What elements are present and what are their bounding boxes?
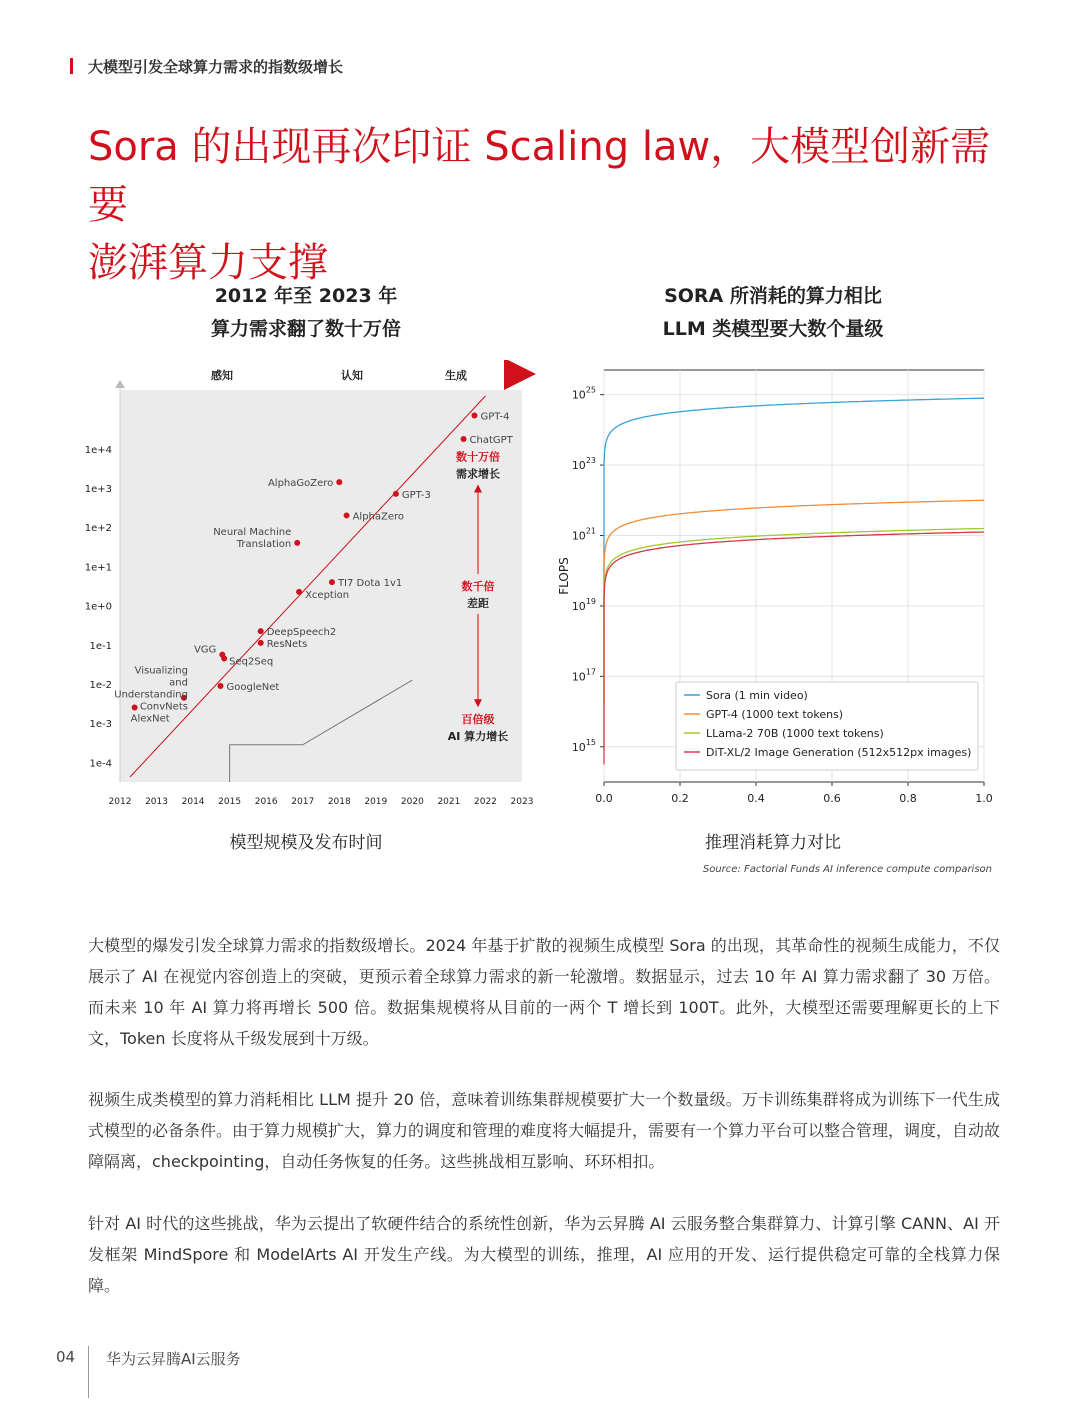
x-tick-label: 2022	[474, 797, 497, 807]
point-label: TI7 Dota 1v1	[337, 578, 403, 590]
point-label: Visualizing and Understanding ConvNets	[114, 665, 188, 713]
data-point	[336, 479, 342, 485]
data-point	[296, 589, 302, 595]
point-label: AlphaZero	[352, 511, 405, 523]
y-tick-label: 1e+0	[84, 601, 112, 613]
line-plot-area	[557, 370, 993, 805]
x-tick-label: 2018	[327, 797, 351, 807]
y-tick-label: 1e+1	[84, 562, 112, 574]
section-header: 大模型引发全球算力需求的指数级增长	[88, 58, 344, 76]
y-tick-label: 1e-1	[89, 640, 112, 652]
y-tick-label: 1e-3	[89, 719, 112, 731]
x-tick-label: 2021	[437, 797, 461, 807]
legend-label: GPT-4 (1000 text tokens)	[706, 708, 844, 721]
data-point	[294, 540, 300, 546]
y-tick-label: $10^{21}$	[571, 526, 596, 543]
point-label: ResNets	[266, 638, 308, 650]
phase-label: 生成	[445, 369, 467, 382]
right-chart-caption: 推理消耗算力对比	[705, 833, 841, 853]
data-point	[258, 628, 264, 634]
page-title-line1: Sora 的出现再次印证 Scaling law，大模型创新需要	[88, 124, 991, 228]
phase-label: 感知	[211, 369, 233, 382]
data-point	[344, 512, 350, 518]
body-paragraph-3: 针对 AI 时代的这些挑战，华为云提出了软硬件结合的系统性创新，华为云昇腾 AI 云服务整合集群算力、计算引擎 CANN、AI 开发框架 MindSpore 和 ModelArts AI 开发生产线。为大模型的训练，推理，AI 应用的开发、运行提供稳定可靠的全栈算力保障。	[88, 1214, 1000, 1295]
left-chart-title-line2: 算力需求翻了数十万倍	[210, 318, 401, 340]
x-tick-label: 2013	[145, 797, 168, 807]
phase-label: 认知	[341, 369, 363, 382]
point-label: GoogleNet	[226, 681, 280, 693]
y-tick-label: $10^{25}$	[571, 385, 596, 402]
chart-source-note: Source: Factorial Funds AI inference compute comparison	[702, 864, 992, 875]
point-label: DeepSpeech2	[266, 627, 337, 639]
x-tick-label: 2020	[400, 797, 424, 807]
annotation-label: AI 算力增长	[447, 730, 509, 744]
legend-label: Sora (1 min video)	[706, 689, 808, 702]
point-label: AlexNet	[130, 713, 170, 725]
annotation-value: 数千倍	[461, 579, 495, 593]
body-paragraph-1: 大模型的爆发引发全球算力需求的指数级增长。2024 年基于扩散的视频生成模型 Sora 的出现，其革命性的视频生成能力，不仅展示了 AI 在视觉内容创造上的突破，更预示着全球算力需求的新一轮激增。数据显示，过去 10 年 AI 算力需求翻了 30 万倍。而未来 10 年 AI 算力将再增长 500 倍。数据集规模将从目前的一两个 T 增长到 100T。此外，大模型还需要理解更长的上下文，Token 长度将从千级发展到十万级。	[88, 936, 1000, 1048]
x-tick-label: 0.6	[823, 792, 841, 805]
annotation-label: 差距	[467, 596, 489, 610]
data-point	[461, 436, 467, 442]
footer-brand: 华为云昇腾AI云服务	[106, 1350, 241, 1368]
y-axis-arrow-icon	[115, 380, 125, 388]
point-label: AlphaGoZero	[267, 478, 334, 490]
data-point	[471, 412, 477, 418]
footer-divider	[88, 1346, 89, 1398]
x-tick-label: 2015	[218, 797, 242, 807]
x-tick-label: 0.0	[595, 792, 613, 805]
page-title	[88, 118, 1028, 292]
data-point	[221, 656, 227, 662]
body-paragraph-2: 视频生成类模型的算力消耗相比 LLM 提升 20 倍，意味着训练集群规模要扩大一个数量级。万卡训练集群将成为训练下一代生成式模型的必备条件。由于算力规模扩大，算力的调度和管理的难度将大幅提升，需要有一个算力平台可以整合管理，调度，自动故障隔离，checkpointing，自动任务恢复的任务。这些挑战相互影响、环环相扣。	[88, 1090, 1001, 1171]
point-label: Neural Machine Translation	[213, 526, 292, 550]
right-chart-title-line1: SORA 所消耗的算力相比	[664, 285, 882, 307]
x-tick-label: 2016	[254, 797, 278, 807]
left-chart-caption: 模型规模及发布时间	[229, 833, 383, 853]
y-tick-label: $10^{17}$	[571, 667, 596, 684]
x-tick-label: 2014	[181, 797, 205, 807]
left-chart-title-line1: 2012 年至 2023 年	[214, 285, 398, 307]
x-tick-label: 0.8	[899, 792, 917, 805]
flops-comparison-line-chart	[548, 360, 1008, 820]
page-number: 04	[56, 1348, 76, 1366]
y-tick-label: 1e-2	[89, 680, 112, 691]
point-label: ChatGPT	[469, 435, 513, 446]
y-tick-label: $10^{15}$	[571, 737, 596, 754]
data-point	[132, 705, 138, 711]
y-tick-label: 1e-4	[89, 758, 112, 770]
x-tick-label: 1.0	[975, 792, 993, 805]
y-tick-label: 1e+2	[84, 523, 112, 535]
annotation-value: 百倍级	[461, 713, 495, 727]
annotation-label: 需求增长	[456, 467, 500, 481]
annotation-value: 数十万倍	[456, 450, 500, 464]
legend-label: DiT-XL/2 Image Generation (512x512px images)	[706, 746, 972, 759]
left-chart-title	[136, 280, 476, 346]
page-title-line2: 澎湃算力支撑	[88, 240, 328, 286]
x-tick-label: 2023	[510, 797, 534, 807]
y-tick-label: $10^{19}$	[571, 596, 596, 613]
data-point	[329, 579, 335, 585]
scatter-plot-area	[85, 380, 534, 807]
point-label: Seq2Seq	[229, 656, 274, 668]
x-tick-label: 0.2	[671, 792, 689, 805]
y-axis-label: FLOPS	[557, 557, 571, 595]
x-tick-label: 2019	[364, 797, 388, 807]
compute-growth-scatter-chart	[80, 360, 540, 820]
legend-label: LLama-2 70B (1000 text tokens)	[706, 727, 884, 740]
x-tick-label: 0.4	[747, 792, 765, 805]
point-label: Xception	[305, 589, 350, 601]
point-label: VGG	[193, 644, 217, 656]
section-marker	[70, 58, 73, 74]
y-tick-label: 1e+3	[84, 484, 112, 495]
point-label: GPT-4	[480, 411, 510, 423]
point-label: GPT-3	[401, 489, 431, 501]
right-chart-title-line2: LLM 类模型要大数个量级	[662, 318, 884, 340]
right-chart-title	[603, 280, 943, 346]
data-point	[393, 491, 399, 497]
data-point	[258, 640, 264, 646]
y-tick-label: 1e+4	[84, 444, 112, 456]
data-point	[218, 683, 224, 689]
y-tick-label: $10^{23}$	[571, 456, 596, 473]
x-tick-label: 2017	[291, 797, 315, 807]
x-tick-label: 2012	[108, 797, 132, 807]
phase-bar	[125, 365, 520, 383]
